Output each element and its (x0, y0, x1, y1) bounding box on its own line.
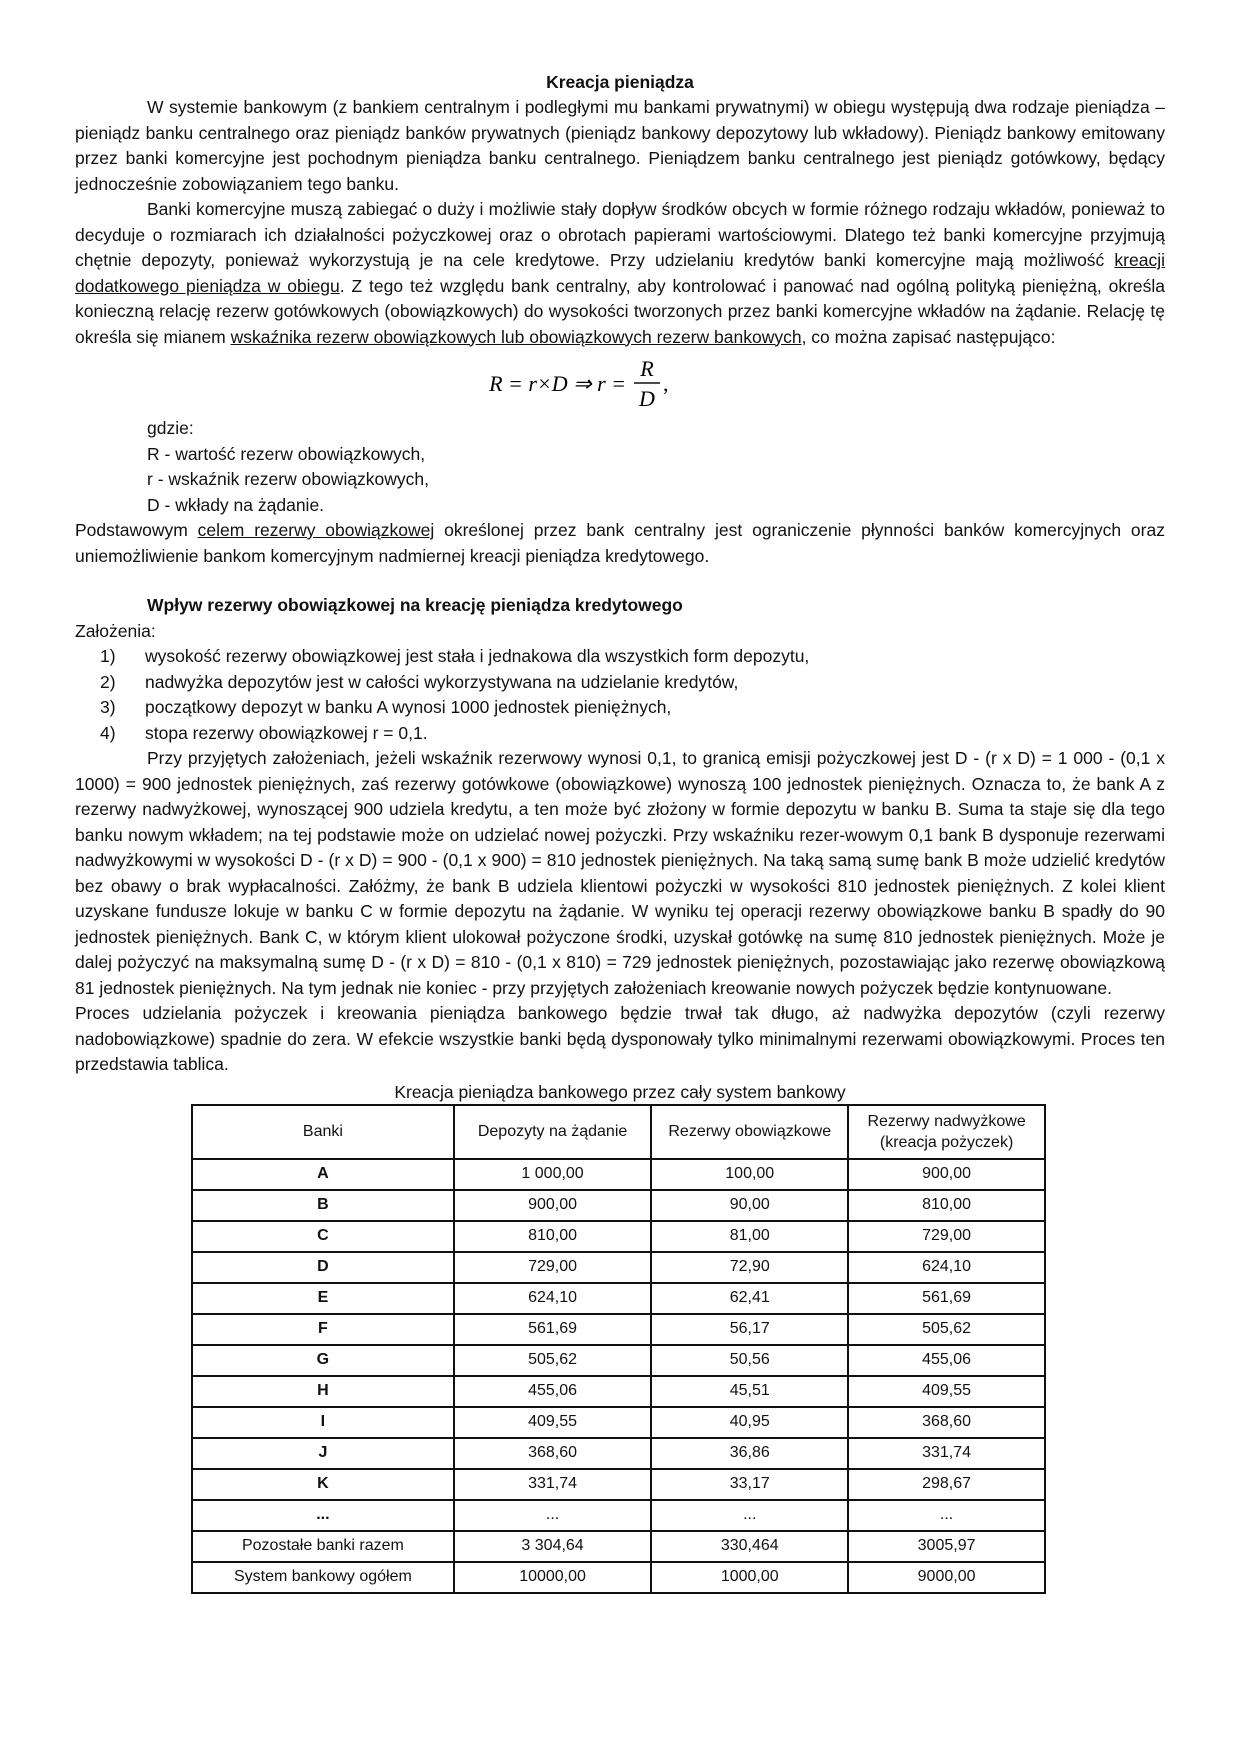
paragraph-2-text-c: , co można zapisać następująco: (801, 326, 1056, 347)
table-cell: 624,10 (848, 1252, 1045, 1283)
table-row (192, 1345, 1045, 1376)
bank-name-cell: G (192, 1345, 454, 1376)
table-cell: 331,74 (454, 1469, 652, 1500)
table-row (192, 1438, 1045, 1469)
table-row (192, 1314, 1045, 1345)
table-cell: 561,69 (454, 1314, 652, 1345)
formula-graphic (489, 354, 730, 412)
paragraph-3-text-a: Podstawowym (75, 520, 198, 540)
list-item (75, 670, 1165, 696)
formula-denominator: D (639, 386, 655, 411)
paragraph-2 (75, 197, 1165, 350)
bank-name-cell: H (192, 1376, 454, 1407)
table-row (192, 1159, 1045, 1190)
formula-lhs: R = r×D ⇒ r = (489, 371, 626, 396)
reserve-formula (75, 354, 1165, 414)
table-cell: 729,00 (454, 1252, 652, 1283)
table-cell: 90,00 (651, 1190, 848, 1221)
paragraph-5: Proces udzielania pożyczek i kreowania pieniądza bankowego będzie trwał tak długo, aż nadwyżka depozytów (czyli rezerwy nadobowiązkowe) spadnie do zera. W efekcie wszystkie banki będą dysponowały tylko minimalnymi rezerwami obowiązkowymi. Proces ten przedstawia tablica. (75, 1003, 1165, 1074)
table-row (192, 1407, 1045, 1438)
assumptions-heading: Założenia: (75, 620, 156, 641)
page-title: Kreacja pieniądza (546, 72, 694, 92)
bank-name-cell: J (192, 1438, 454, 1469)
definition-item: D - wkłady na żądanie. (147, 494, 325, 515)
underlined-phrase-reserve-goal: celem rezerwy obowiązkowej (197, 520, 435, 540)
table-row (192, 1221, 1045, 1252)
paragraph-2-text-b: . Z tego też względu bank centralny, aby kontrolować i panować nad ogólną polityką pieniężną, określa konieczną relację rezerw gotówkowych (obowiązkowych) do wysokości tworzonych przez banki komercyjne wkładów na żądanie. Relację tę określa się mianem (75, 275, 1166, 347)
table-cell: 900,00 (454, 1190, 652, 1221)
table-row (192, 1562, 1045, 1593)
section-heading: Wpływ rezerwy obowiązkowej na kreację pieniądza kredytowego (147, 595, 683, 615)
table-cell: 900,00 (848, 1159, 1045, 1190)
list-item-number: 1) (100, 646, 116, 666)
table-cell: 40,95 (651, 1407, 848, 1438)
table-cell: 3005,97 (848, 1531, 1045, 1562)
table-row (192, 1469, 1045, 1500)
paragraph-1: W systemie bankowym (z bankiem centralnym i podległymi mu bankami prywatnymi) w obiegu występują dwa rodzaje pieniądza – pieniądz banku centralnego oraz pieniądz banków prywatnych (pieniądz bankowy depozytowy lub wkładowy). Pieniądz bankowy emitowany przez banki komercyjne jest pochodnym pieniądza banku centralnego. Pieniądzem banku centralnego jest pieniądz gotówkowy, będący jednocześnie zobowiązaniem tego banku. (75, 97, 1165, 194)
bank-name-cell: E (192, 1283, 454, 1314)
table-cell: 729,00 (848, 1221, 1045, 1252)
table-cell: 10000,00 (454, 1562, 652, 1593)
paragraph-3 (75, 518, 1165, 569)
table-cell: 810,00 (454, 1221, 652, 1252)
underlined-phrase-reserve-ratio: wskaźnika rezerw obowiązkowych lub obowiązkowych rezerw bankowych (230, 326, 802, 347)
formula-numerator: R (640, 356, 654, 381)
table-row (192, 1283, 1045, 1314)
table-cell: 624,10 (454, 1283, 652, 1314)
column-header: Depozyty na żądanie (454, 1105, 652, 1159)
table-cell: 100,00 (651, 1159, 848, 1190)
table-caption: Kreacja pieniądza bankowego przez cały system bankowy (394, 1081, 846, 1102)
assumptions-list (75, 644, 1165, 746)
table-cell: 45,51 (651, 1376, 848, 1407)
table-cell: 298,67 (848, 1469, 1045, 1500)
table-cell: 455,06 (848, 1345, 1045, 1376)
table-cell: 62,41 (651, 1283, 848, 1314)
table-cell: 505,62 (454, 1345, 652, 1376)
definition-item: R - wartość rezerw obowiązkowych, (147, 443, 426, 464)
paragraph-3-text-b: określonej przez bank centralny jest ograniczenie płynności banków komercyjnych oraz uniemożliwienie bankom komercyjnym nadmiernej kreacji pieniądza kredytowego. (75, 520, 1165, 566)
table-cell: 331,74 (848, 1438, 1045, 1469)
paragraph-2-text-a: Banki komercyjne muszą zabiegać o duży i możliwie stały dopływ środków obcych w formie różnego rodzaju wkładów, ponieważ to decyduje o rozmiarach ich działalności pożyczkowej oraz o obrotach papierami wartościowymi. Dlatego też banki komercyjne przyjmują chętnie depozyty, ponieważ wykorzystują je na cele kredytowe. Przy udzielaniu kredytów banki komercyjne mają możliwość (75, 199, 1165, 270)
table-cell: 561,69 (848, 1283, 1045, 1314)
list-item-text: wysokość rezerwy obowiązkowej jest stała i jednakowa dla wszystkich form depozytu, (145, 646, 810, 666)
table-row (192, 1190, 1045, 1221)
table-cell: 409,55 (454, 1407, 652, 1438)
bank-name-cell: Pozostałe banki razem (192, 1531, 454, 1562)
bank-name-cell: B (192, 1190, 454, 1221)
table-body (192, 1159, 1045, 1593)
bank-name-cell: A (192, 1159, 454, 1190)
list-item-text: stopa rezerwy obowiązkowej r = 0,1. (145, 722, 428, 743)
table-row (192, 1531, 1045, 1562)
table-header-row (192, 1105, 1045, 1159)
table-cell: ... (848, 1500, 1045, 1531)
list-item (75, 721, 1165, 747)
money-creation-table (191, 1104, 1046, 1594)
table-cell: 33,17 (651, 1469, 848, 1500)
definition-item: r - wskaźnik rezerw obowiązkowych, (147, 469, 430, 489)
bank-name-cell: C (192, 1221, 454, 1252)
table-cell: 72,90 (651, 1252, 848, 1283)
bank-name-cell: D (192, 1252, 454, 1283)
table-cell: ... (651, 1500, 848, 1531)
document-page (75, 72, 1165, 1594)
bank-name-cell: I (192, 1407, 454, 1438)
column-header: Banki (192, 1105, 454, 1159)
definitions-intro: gdzie: (147, 418, 194, 438)
table-row (192, 1500, 1045, 1531)
bank-name-cell: F (192, 1314, 454, 1345)
list-item-text: nadwyżka depozytów jest w całości wykorzystywana na udzielanie kredytów, (145, 671, 739, 692)
table-cell: 368,60 (848, 1407, 1045, 1438)
table-cell: 455,06 (454, 1376, 652, 1407)
table-cell: 9000,00 (848, 1562, 1045, 1593)
formula-definitions (75, 416, 1165, 518)
table-cell: 36,86 (651, 1438, 848, 1469)
table-cell: 810,00 (848, 1190, 1045, 1221)
table-cell: 505,62 (848, 1314, 1045, 1345)
formula-comma: , (663, 371, 669, 396)
list-item (75, 644, 1165, 670)
column-header: Rezerwy obowiązkowe (651, 1105, 848, 1159)
table-cell: 1 000,00 (454, 1159, 652, 1190)
list-item-number: 3) (100, 697, 116, 717)
table-cell: 330,464 (651, 1531, 848, 1562)
table-cell: 368,60 (454, 1438, 652, 1469)
list-item-number: 2) (100, 671, 116, 692)
bank-name-cell: System bankowy ogółem (192, 1562, 454, 1593)
list-item-number: 4) (100, 722, 116, 743)
table-cell: 56,17 (651, 1314, 848, 1345)
table-cell: 81,00 (651, 1221, 848, 1252)
column-header: Rezerwy nadwyżkowe (kreacja pożyczek) (848, 1105, 1045, 1159)
bank-name-cell: K (192, 1469, 454, 1500)
table-cell: 3 304,64 (454, 1531, 652, 1562)
bank-name-cell: ... (192, 1500, 454, 1531)
paragraph-4: Przy przyjętych założeniach, jeżeli wskaźnik rezerwowy wynosi 0,1, to granicą emisji pożyczkowej jest D - (r x D) = 1 000 - (0,1 x 1000) = 900 jednostek pieniężnych, zaś rezerwy gotówkowe (obowiązkowe) wynoszą 100 jednostek pieniężnych. Oznacza to, że bank A z rezerwy nadwyżkowej, wynoszącej 900 udziela kredytu, a ten może być złożony w formie depozytu w banku B. Suma ta staje się dla tego banku nowym wkładem; na tej podstawie może on udzielać nowej pożyczki. Przy wskaźniku rezer-wowym 0,1 bank B dysponuje rezerwami nadwyżkowymi w wysokości D - (r x D) = 900 - (0,1 x 900) = 810 jednostek pieniężnych. Na taką samą sumę bank B może udzielić kredytów bez obawy o brak wypłacalności. Załóżmy, że bank B udziela klientowi pożyczki w wysokości 810 jednostek pieniężnych. Z kolei klient uzyskane fundusze lokuje w banku C w formie depozytu na żądanie. W wyniku tej operacji rezerwy obowiązkowe banku B spadły do 90 jednostek pieniężnych. Bank C, w którym klient ulokował pożyczone środki, uzyskał gotówkę na sumę 810 jednostek pieniężnych. Może je dalej pożyczyć na maksymalną sumę D - (r x D) = 810 - (0,1 x 810) = 729 jednostek pieniężnych, pozostawiając jako rezerwę obowiązkową 81 jednostek pieniężnych. Na tym jednak nie koniec - przy przyjętych założeniach kreowanie nowych pożyczek będzie kontynuowane. (75, 748, 1165, 998)
list-item (75, 695, 1165, 721)
list-item-text: początkowy depozyt w banku A wynosi 1000 jednostek pieniężnych, (145, 697, 672, 717)
table-row (192, 1376, 1045, 1407)
underlined-phrase-credit-money: kreacji dodatkowego pieniądza w obiegu (75, 250, 1165, 296)
table-row (192, 1252, 1045, 1283)
table-cell: 1000,00 (651, 1562, 848, 1593)
table-cell: 50,56 (651, 1345, 848, 1376)
table-cell: 409,55 (848, 1376, 1045, 1407)
table-cell: ... (454, 1500, 652, 1531)
